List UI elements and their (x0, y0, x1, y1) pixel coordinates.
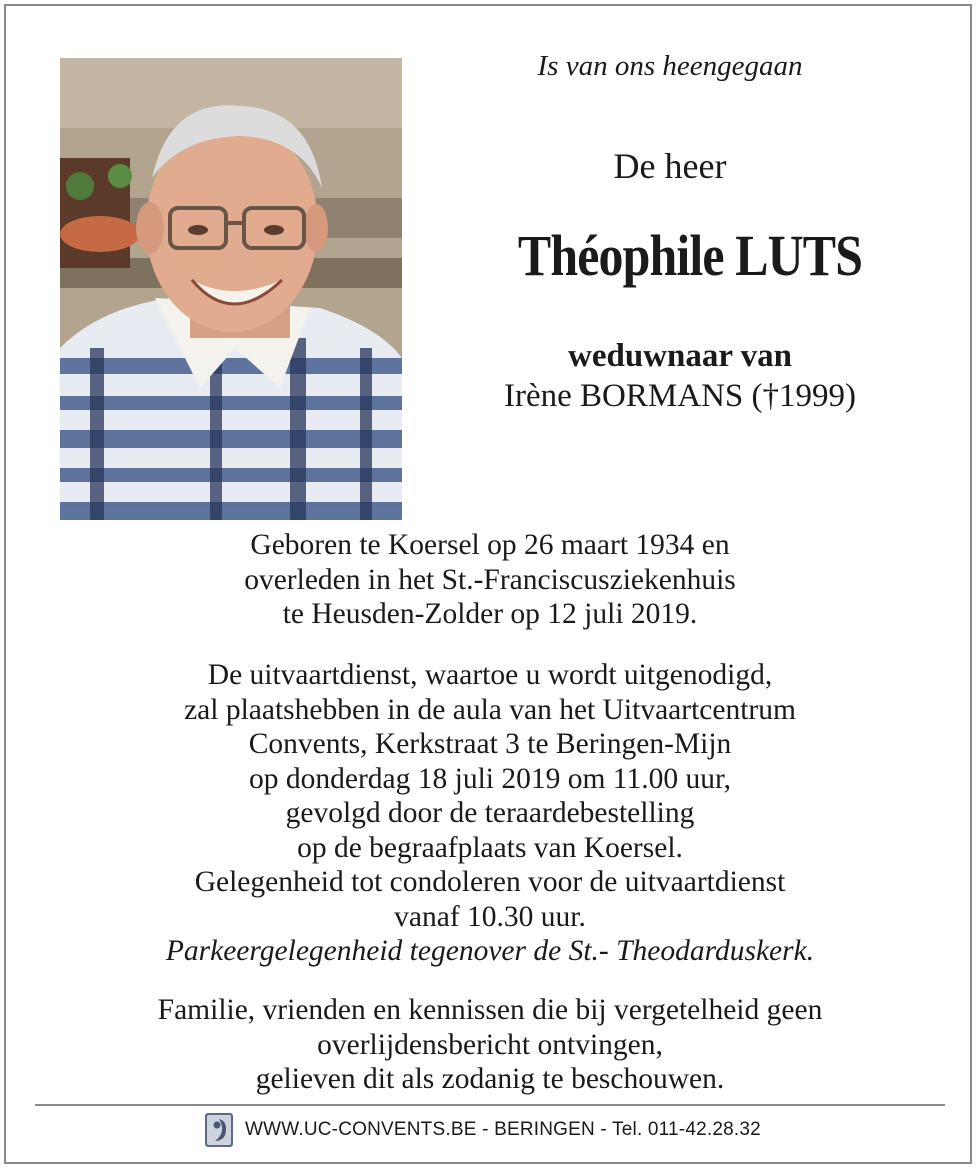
service-line: zal plaatshebben in de aula van het Uitvaartcentrum (184, 693, 796, 726)
spouse-info (420, 336, 940, 416)
service-line: De uitvaartdienst, waartoe u wordt uitgenodigd, (207, 659, 773, 691)
family-line: overlijdensbericht ontvingen, (317, 1028, 663, 1061)
portrait-photo (60, 58, 402, 520)
madonna-logo-icon (205, 1113, 233, 1147)
footer (205, 1112, 761, 1148)
parking-note: Parkeergelegenheid tegenover de St.- Theodarduskerk. (165, 935, 815, 967)
service-line: gevolgd door de teraardebestelling (285, 797, 695, 829)
salutation: De heer (613, 146, 727, 186)
footer-divider (35, 1104, 945, 1106)
deceased-name: Théophile LUTS (517, 223, 863, 288)
service-line: vanaf 10.30 uur. (394, 900, 586, 933)
family-line: gelieven dit als zodanig te beschouwen. (255, 1063, 725, 1095)
family-line: Familie, vrienden en kennissen die bij vergetelheid geen (157, 994, 823, 1026)
intro-text: Is van ons heengegaan (537, 50, 803, 82)
footer-contact[interactable]: WWW.UC-CONVENTS.BE - BERINGEN - Tel. 011-42.28.32 (245, 1119, 761, 1140)
birth-death-details (40, 528, 940, 632)
funeral-service-details (40, 658, 940, 969)
service-line: op donderdag 18 juli 2019 om 11.00 uur, (249, 762, 731, 795)
service-line: op de begraafplaats van Koersel. (297, 831, 683, 864)
family-notice (40, 993, 940, 1097)
spouse-name: Irène BORMANS (†1999) (504, 378, 856, 414)
birth-line: overleden in het St.-Franciscusziekenhuis (244, 563, 736, 596)
birth-line: Geboren te Koersel op 26 maart 1934 en (250, 529, 730, 561)
service-line: Convents, Kerkstraat 3 te Beringen-Mijn (248, 728, 732, 760)
spouse-relation: weduwnaar van (567, 338, 793, 374)
birth-line: te Heusden-Zolder op 12 juli 2019. (282, 598, 698, 630)
service-line: Gelegenheid tot condoleren voor de uitvaartdienst (194, 866, 786, 898)
